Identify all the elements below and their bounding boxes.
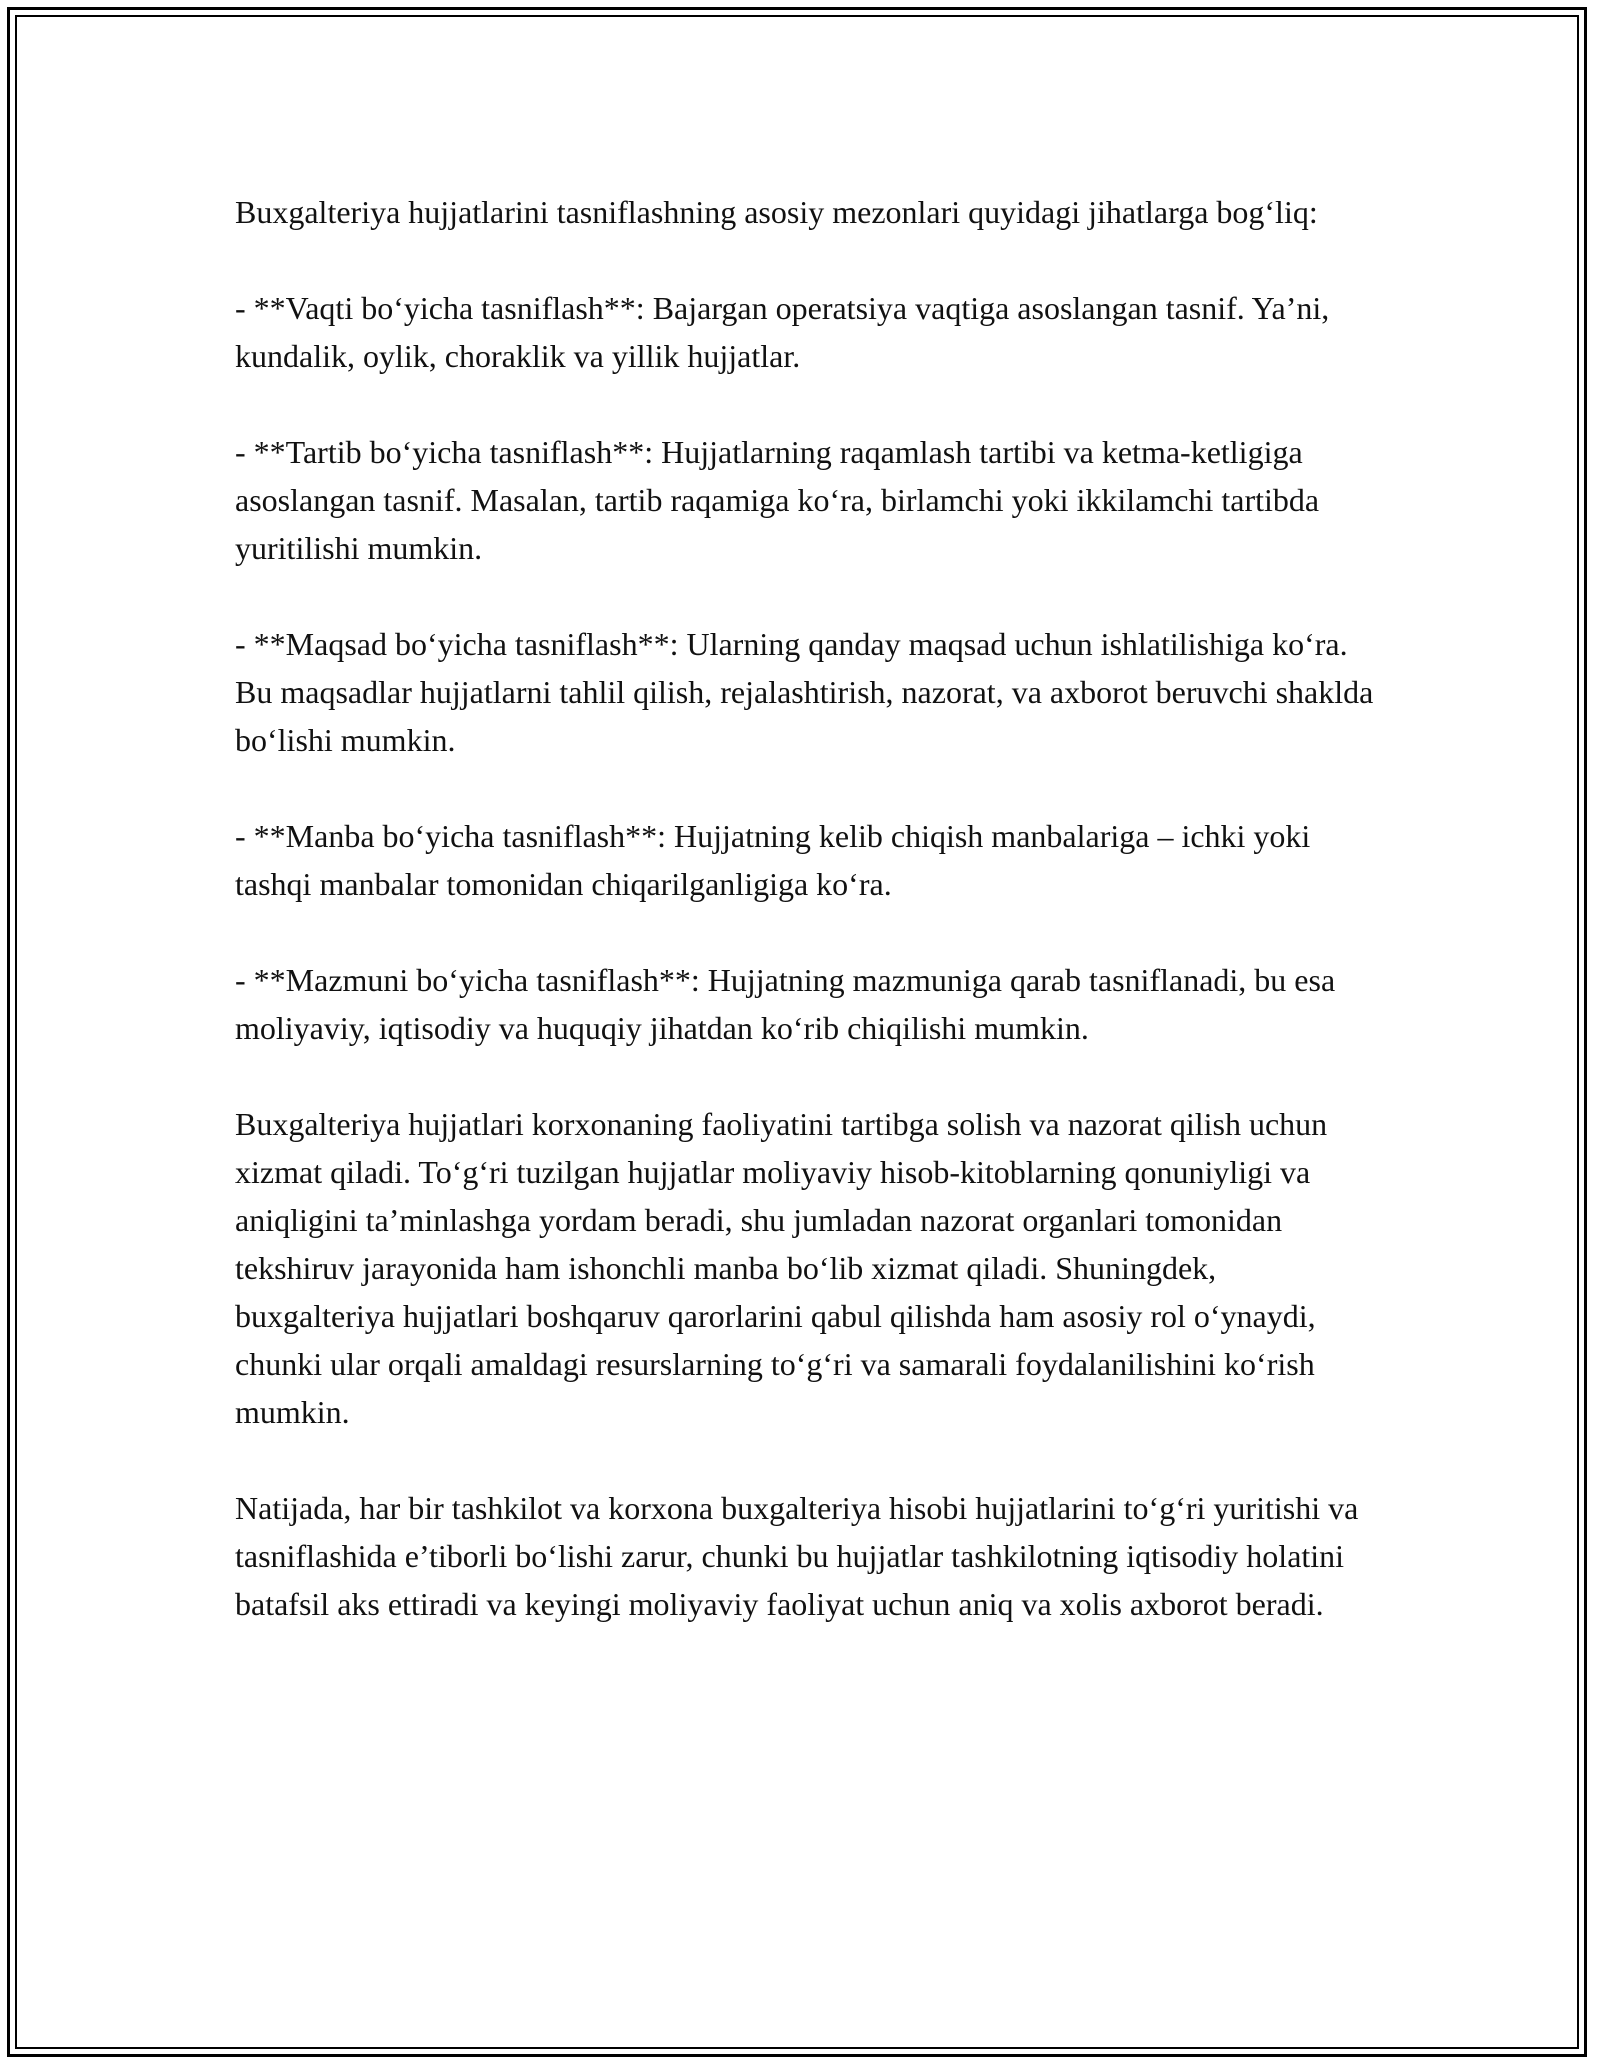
list-item-order-classification: - **Tartib bo‘yicha tasniflash**: Hujjatlarning raqamlash tartibi va ketma-ketligiga asoslangan tasnif. Masalan, tartib raqamiga ko‘ra, birlamchi yoki ikkilamchi tartibda yuritilishi mumkin. [235, 434, 1320, 566]
list-item-time-classification: - **Vaqti bo‘yicha tasniflash**: Bajargan operatsiya vaqtiga asoslangan tasnif. Ya’ni, kundalik, oylik, choraklik va yillik hujjatlar. [235, 290, 1330, 374]
conclusion-paragraph: Natijada, har bir tashkilot va korxona buxgalteriya hisobi hujjatlarini to‘g‘ri yuritishi va tasniflashida e’tiborli bo‘lishi zarur, chunki bu hujjatlar tashkilotning iqtisodiy holatini batafsil aks ettiradi va keyingi moliyaviy faoliyat uchun aniq va xolis axborot beradi. [235, 1490, 1359, 1622]
list-item-source-classification: - **Manba bo‘yicha tasniflash**: Hujjatning kelib chiqish manbalariga – ichki yoki tashqi manbalar tomonidan chiqarilganligiga ko‘ra. [235, 818, 1311, 902]
body-paragraph: Buxgalteriya hujjatlari korxonaning faoliyatini tartibga solish va nazorat qilish uchun xizmat qiladi. To‘g‘ri tuzilgan hujjatlar moliyaviy hisob-kitoblarning qonuniyligi va aniqligini ta’minlashga yordam beradi, shu jumladan nazorat organlari tomonidan tekshiruv jarayonida ham ishonchli manba bo‘lib xizmat qiladi. Shuningdek, buxgalteriya hujjatlari boshqaruv qarorlarini qabul qilishda ham asosiy rol o‘ynaydi, chunki ular orqali amaldagi resurslarning to‘g‘ri va samarali foydalanilishini ko‘rish mumkin. [235, 1106, 1328, 1430]
list-item-content-classification: - **Mazmuni bo‘yicha tasniflash**: Hujjatning mazmuniga qarab tasniflanadi, bu esa moliyaviy, iqtisodiy va huquqiy jihatdan ko‘rib chiqilishi mumkin. [235, 962, 1336, 1046]
document-body [235, 188, 1375, 1676]
list-item-purpose-classification: - **Maqsad bo‘yicha tasniflash**: Ularning qanday maqsad uchun ishlatilishiga ko‘ra. Bu maqsadlar hujjatlarni tahlil qilish, rejalashtirish, nazorat, va axborot beruvchi shaklda bo‘lishi mumkin. [235, 626, 1374, 758]
intro-paragraph: Buxgalteriya hujjatlarini tasniflashning asosiy mezonlari quyidagi jihatlarga bog‘liq: [235, 194, 1318, 230]
